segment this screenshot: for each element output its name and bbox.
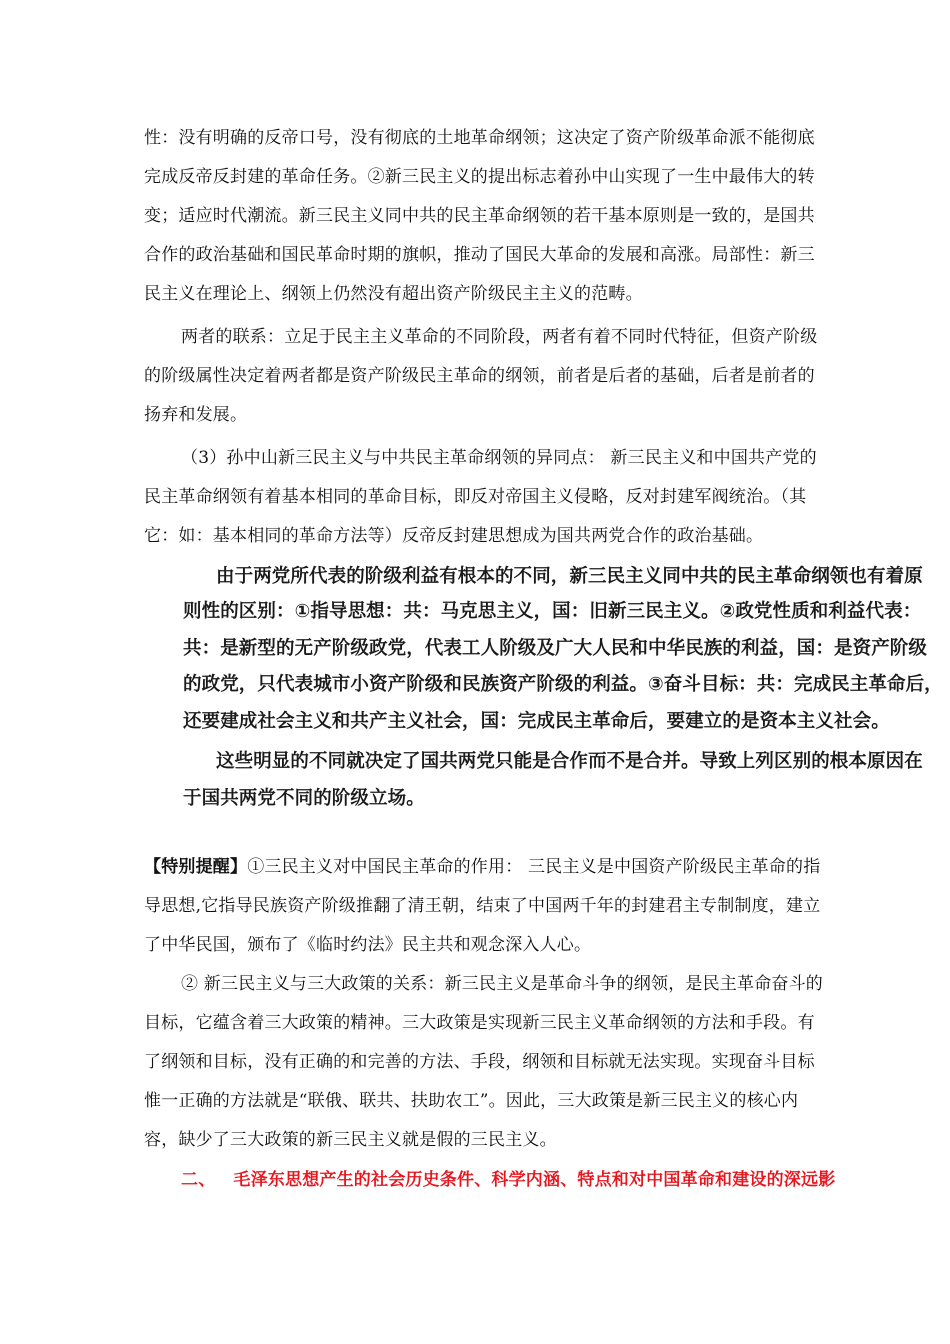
heading-text: 毛泽东思想产生的社会历史条件、科学内涵、特点和对中国革命和建设的深远影 (233, 1170, 836, 1190)
section-heading (181, 1170, 835, 1190)
reminder-text: ①三民主义对中国民主革命的作用： 三民主义是中国资产阶级民主革命的指 (247, 857, 821, 877)
text-line: 导思想,它指导民族资产阶级推翻了清王朝，结束了中国两千年的封建君主专制制度，建立 (144, 896, 821, 916)
heading-number: 二、 (181, 1170, 216, 1190)
text-line: 完成反帝反封建的革命任务。②新三民主义的提出标志着孙中山实现了一生中最伟大的转 (144, 167, 815, 187)
text-line: 于国共两党不同的阶级立场。 (183, 788, 425, 809)
text-line: 扬弃和发展。 (144, 405, 248, 425)
text-line: 两者的联系：立足于民主主义革命的不同阶段，两者有着不同时代特征，但资产阶级 (181, 327, 818, 347)
text-line: 共：是新型的无产阶级政党，代表工人阶级及广大人民和中华民族的利益，国：是资产阶级 (183, 638, 928, 659)
text-line: 这些明显的不同就决定了国共两党只能是合作而不是合并。导致上列区别的根本原因在 (216, 751, 923, 772)
text-line: 了纲领和目标，没有正确的和完善的方法、手段，纲领和目标就无法实现。实现奋斗目标 (144, 1052, 815, 1072)
text-line: 它：如：基本相同的革命方法等）反帝反封建思想成为国共两党合作的政治基础。 (144, 526, 764, 546)
text-line: 的阶级属性决定着两者都是资产阶级民主革命的纲领，前者是后者的基础，后者是前者的 (144, 366, 815, 386)
text-line: 的政党，只代表城市小资产阶级和民族资产阶级的利益。③奋斗目标：共：完成民主革命后， (183, 674, 943, 695)
text-line (144, 857, 820, 877)
reminder-label: 【特别提醒】 (144, 857, 248, 877)
text-line: 容，缺少了三大政策的新三民主义就是假的三民主义。 (144, 1130, 557, 1150)
text-line: 还要建成社会主义和共产主义社会，国：完成民主革命后，要建立的是资本主义社会。 (183, 711, 890, 732)
text-line: 目标，它蕴含着三大政策的精神。三大政策是实现新三民主义革命纲领的方法和手段。有 (144, 1013, 815, 1033)
text-line: 合作的政治基础和国民革命时期的旗帜，推动了国民大革命的发展和高涨。局部性：新三 (144, 245, 815, 265)
text-line: ② 新三民主义与三大政策的关系：新三民主义是革命斗争的纲领，是民主革命奋斗的 (181, 974, 824, 994)
text-line: 变；适应时代潮流。新三民主义同中共的民主革命纲领的若干基本原则是一致的，是国共 (144, 206, 815, 226)
text-line: 则性的区别：①指导思想：共：马克思主义，国：旧新三民主义。②政党性质和利益代表： (183, 601, 922, 622)
text-line: 性：没有明确的反帝口号，没有彻底的土地革命纲领；这决定了资产阶级革命派不能彻底 (144, 128, 815, 148)
text-line: 民主革命纲领有着基本相同的革命目标，即反对帝国主义侵略，反对封建军阀统治。（其 (144, 487, 807, 507)
text-line: 了中华民国，颁布了《临时约法》民主共和观念深入人心。 (144, 935, 592, 955)
text-line: （3）孙中山新三民主义与中共民主革命纲领的异同点： 新三民主义和中国共产党的 (181, 448, 817, 468)
text-line: 民主义在理论上、纲领上仍然没有超出资产阶级民主主义的范畴。 (144, 284, 643, 304)
text-line: 由于两党所代表的阶级利益有根本的不同，新三民主义同中共的民主革命纲领也有着原 (216, 566, 923, 587)
text-line: 惟一正确的方法就是“联俄、联共、扶助农工”。因此，三大政策是新三民主义的核心内 (144, 1091, 799, 1111)
